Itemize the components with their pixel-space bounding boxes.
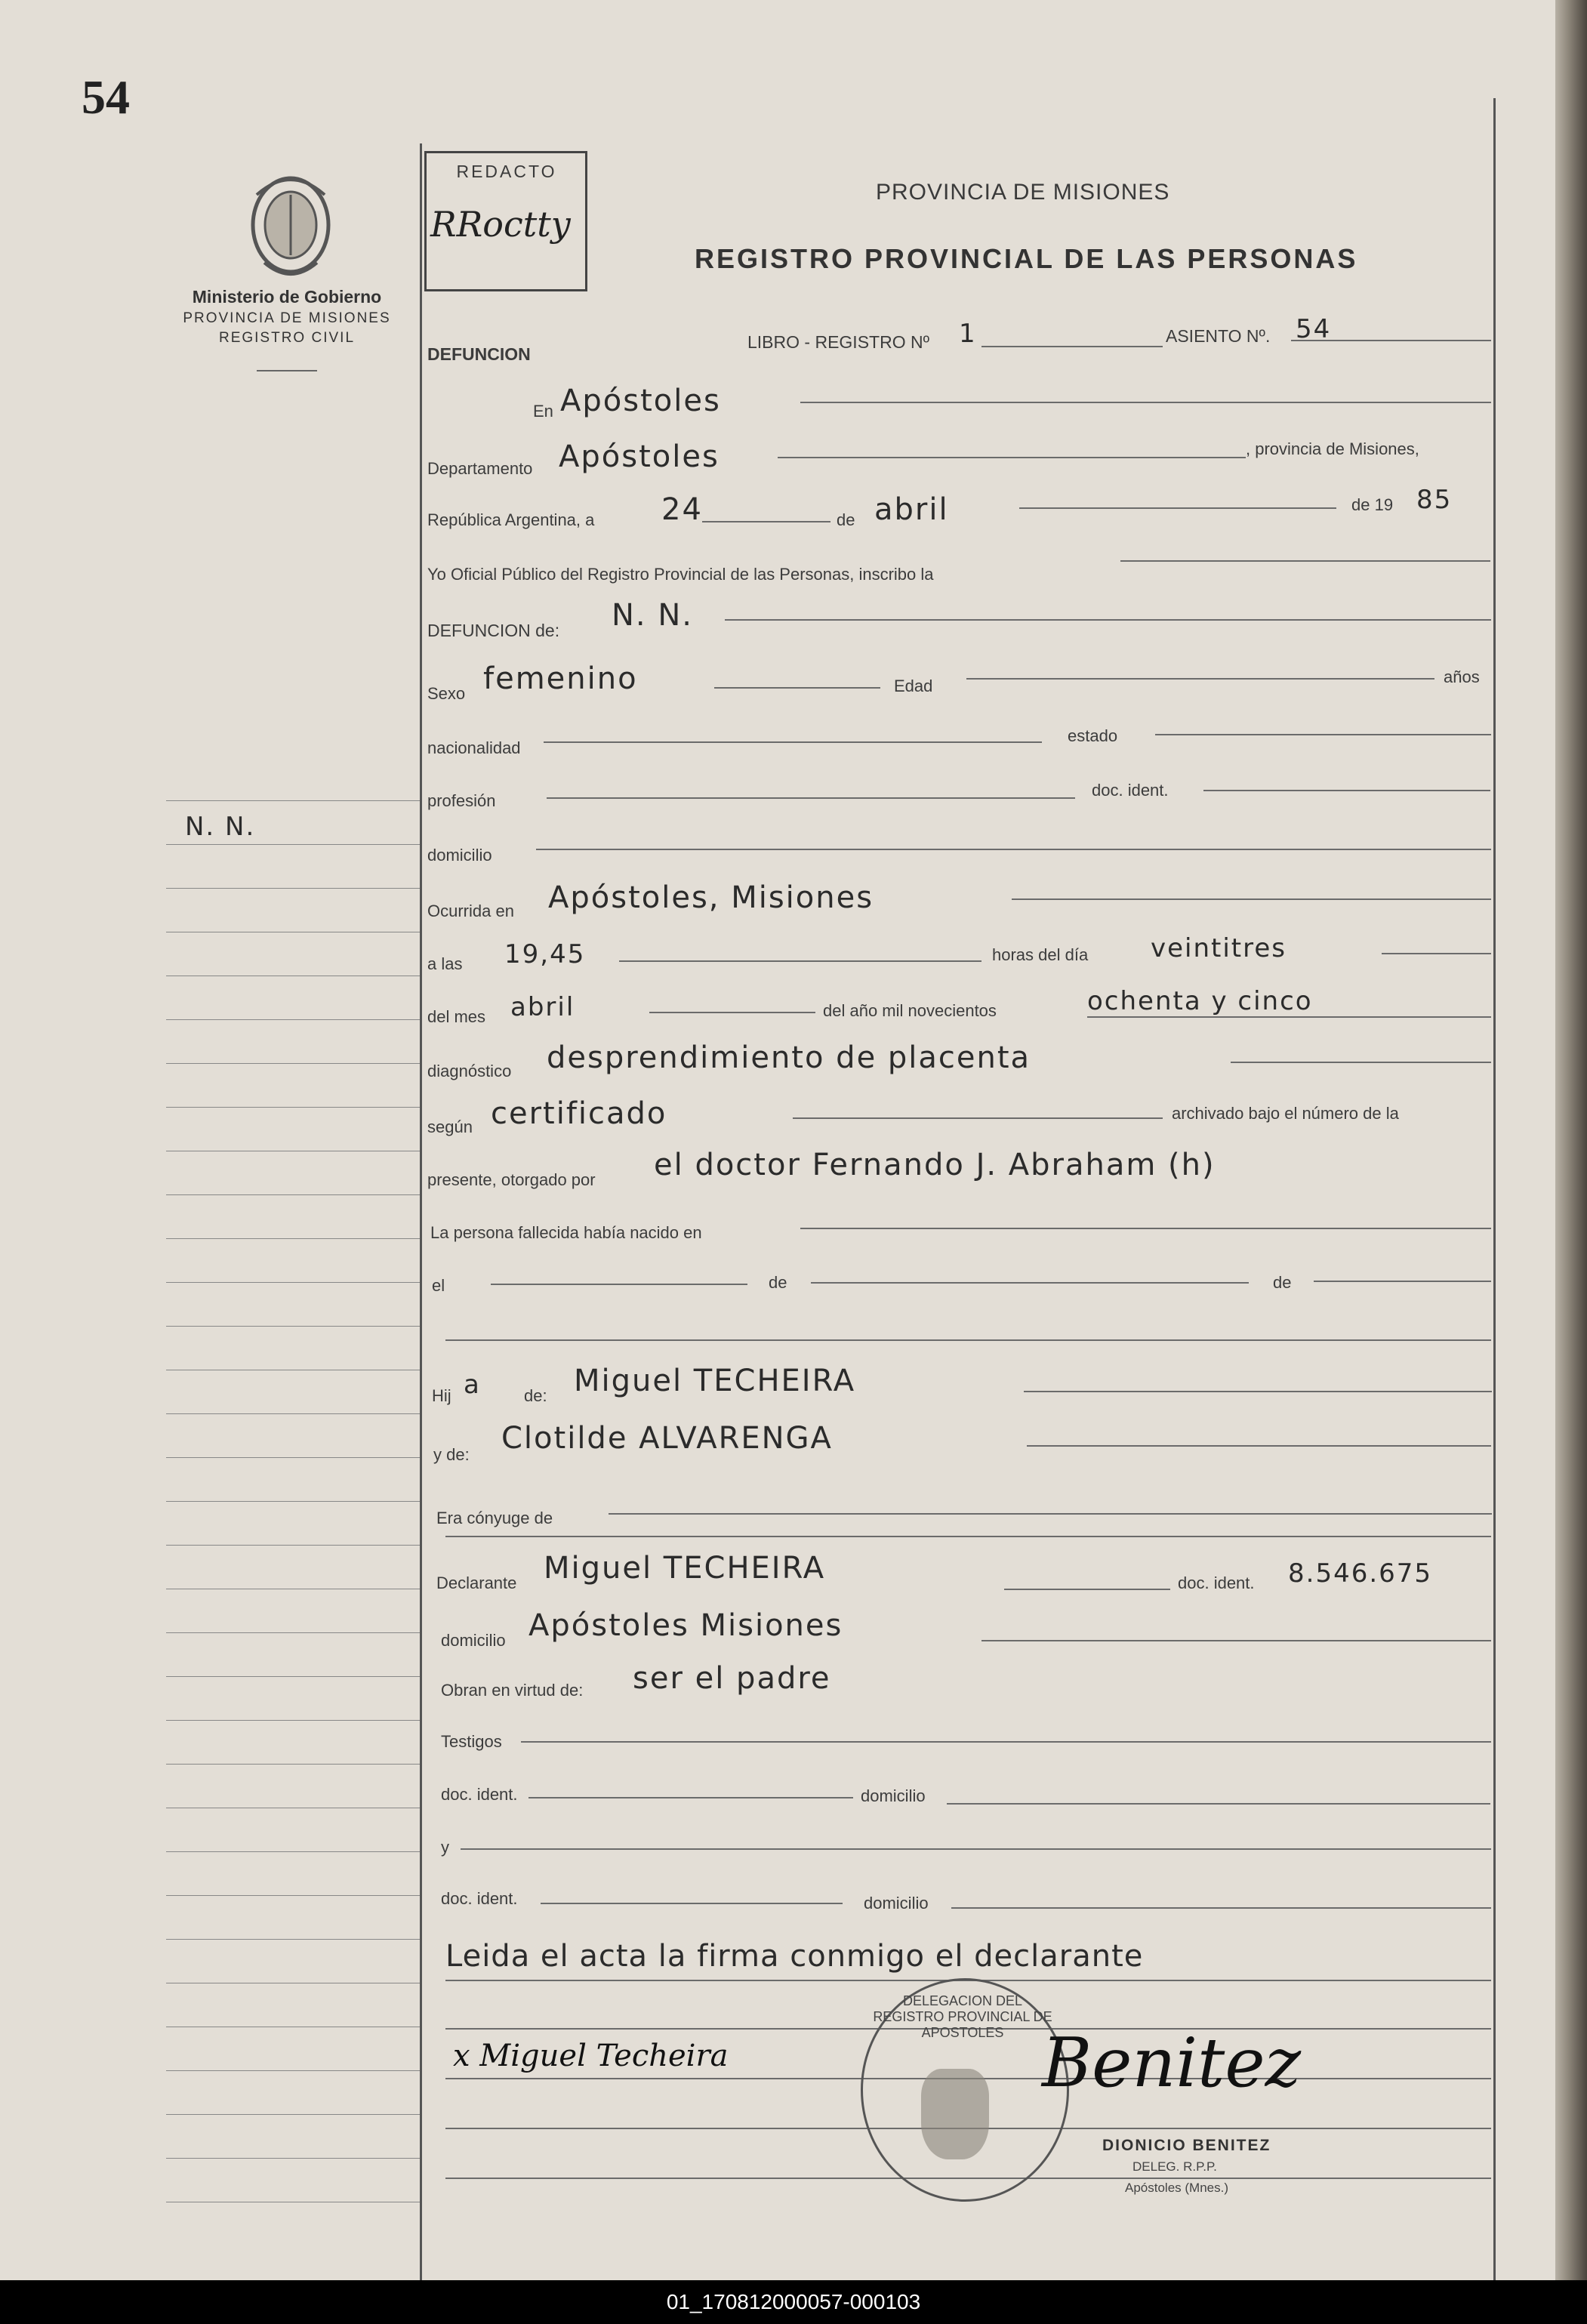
y-de-value: Clotilde ALVARENGA [501, 1421, 833, 1456]
margin-rule-line [166, 844, 420, 845]
line [981, 1640, 1491, 1641]
official-role: DELEG. R.P.P. [1132, 2159, 1217, 2174]
declarant-signature: x Miguel Techeira [453, 2039, 729, 2073]
line [966, 678, 1434, 680]
line [1203, 790, 1490, 791]
line [800, 1228, 1491, 1229]
mes-anio-label: del año mil novecientos [823, 1001, 997, 1020]
line [793, 1117, 1163, 1119]
ministry-block [166, 287, 408, 347]
header-registry: REGISTRO PROVINCIAL DE LAS PERSONAS [695, 243, 1358, 274]
line [544, 741, 1042, 743]
official-signature: Benitez [1042, 2023, 1301, 2103]
caption: 01_170812000057-000103 [0, 2280, 1587, 2324]
mes-label: del mes [427, 1007, 486, 1026]
line [1019, 507, 1336, 509]
hijo-value: Miguel TECHEIRA [574, 1364, 856, 1398]
departamento-suffix: , provincia de Misiones, [1246, 439, 1419, 458]
margin-divider [420, 143, 422, 2303]
fecha-de: de [837, 510, 855, 529]
line [800, 402, 1491, 403]
hora-value: 19,45 [504, 939, 586, 969]
doc1-dom-label: domicilio [861, 1786, 926, 1805]
margin-rule-line [166, 1501, 420, 1502]
mes-value: abril [510, 992, 575, 1022]
margin-rule-line [166, 1107, 420, 1108]
estado-label: estado [1068, 726, 1118, 745]
margin-rule-line [166, 1895, 420, 1896]
nacido-label: La persona fallecida había nacido en [430, 1223, 702, 1242]
closing-text: Leida el acta la firma conmigo el declarante [445, 1939, 1144, 1974]
declarante-label: Declarante [436, 1573, 517, 1592]
y-label: y [441, 1838, 449, 1857]
profesion-label: profesión [427, 791, 496, 810]
doc2-dom-label: domicilio [864, 1894, 929, 1913]
hijo-label-a: Hij [432, 1386, 451, 1405]
hijo-label-c: de: [524, 1386, 547, 1405]
header-province: PROVINCIA DE MISIONES [876, 180, 1170, 205]
doc2-label: doc. ident. [441, 1889, 518, 1908]
dia-value: veintitres [1151, 933, 1287, 963]
line [947, 1803, 1490, 1805]
line [1027, 1445, 1491, 1447]
el-de1: de [769, 1273, 787, 1292]
line [541, 1903, 843, 1904]
domicilio-decl-value: Apóstoles Misiones [528, 1608, 843, 1643]
declarante-doc-label: doc. ident. [1178, 1573, 1255, 1592]
nacionalidad-label: nacionalidad [427, 738, 521, 757]
margin-rule-line [166, 800, 420, 801]
official-name: DIONICIO BENITEZ [1102, 2137, 1271, 2154]
archivado-label: archivado bajo el número de la [1172, 1104, 1399, 1123]
line [1024, 1391, 1492, 1392]
segun-value: certificado [491, 1096, 667, 1131]
en-value: Apóstoles [560, 384, 721, 418]
el-de2: de [1273, 1273, 1292, 1292]
ocurrida-label: Ocurrida en [427, 902, 514, 920]
margin-rule-line [166, 2114, 420, 2115]
hijo-label-b: a [464, 1370, 481, 1400]
redacto-signature: RRoctty [430, 204, 571, 245]
profesion-doc-label: doc. ident. [1092, 781, 1169, 800]
line [714, 687, 880, 689]
libro-label: LIBRO - REGISTRO Nº [747, 332, 929, 352]
ministry-registry: REGISTRO CIVIL [218, 330, 356, 346]
line [445, 1536, 1491, 1537]
margin-rule-line [166, 1545, 420, 1546]
el-label: el [432, 1276, 445, 1295]
fecha-label: República Argentina, a [427, 510, 595, 529]
domicilio-decl-label: domicilio [441, 1631, 506, 1650]
line [536, 849, 1491, 850]
document-type: DEFUNCION [427, 344, 531, 364]
margin-note: N. N. [185, 812, 256, 842]
en-label: En [533, 402, 553, 421]
line [702, 521, 830, 522]
official-place: Apóstoles (Mnes.) [1125, 2181, 1228, 2195]
presente-value: el doctor Fernando J. Abraham (h) [654, 1148, 1216, 1182]
sexo-value: femenino [483, 661, 638, 696]
line [521, 1741, 1491, 1743]
margin-rule-line [166, 1939, 420, 1940]
dia-label: horas del día [992, 945, 1089, 964]
edad-label: Edad [894, 677, 933, 695]
line [981, 346, 1163, 347]
line [1155, 734, 1491, 735]
margin-rule-line [166, 1326, 420, 1327]
margin-rule-line [166, 1764, 420, 1765]
divider [257, 370, 317, 371]
line [619, 960, 981, 962]
line [1291, 340, 1491, 341]
hora-label: a las [427, 954, 463, 973]
margin-rule-line [166, 1676, 420, 1677]
diagnostico-value: desprendimiento de placenta [547, 1040, 1031, 1075]
defuncion-label: DEFUNCION de: [427, 621, 560, 640]
book-edge [1555, 0, 1587, 2280]
obran-label: Obran en virtud de: [441, 1681, 584, 1700]
line [1314, 1281, 1491, 1282]
y-de-label: y de: [433, 1445, 470, 1464]
margin-rule-line [166, 1413, 420, 1414]
declarante-value: Miguel TECHEIRA [544, 1551, 826, 1586]
margin-rule-line [166, 1238, 420, 1239]
line [547, 797, 1075, 799]
margin-rule-line [166, 1632, 420, 1633]
defuncion-value: N. N. [612, 598, 693, 633]
margin-rule-line [166, 1282, 420, 1283]
right-border [1493, 98, 1496, 2310]
fecha-year-label: de 19 [1351, 495, 1394, 514]
presente-label: presente, otorgado por [427, 1170, 596, 1189]
fecha-month: abril [874, 492, 949, 527]
margin-rule-line [166, 1851, 420, 1852]
asiento-value: 54 [1296, 314, 1332, 344]
departamento-label: Departamento [427, 459, 533, 478]
line [1004, 1589, 1170, 1590]
sexo-label: Sexo [427, 684, 466, 703]
margin-rule-line [166, 1457, 420, 1458]
declarante-doc-value: 8.546.675 [1288, 1558, 1433, 1589]
libro-value: 1 [959, 319, 977, 349]
line [649, 1012, 815, 1013]
conyuge-label: Era cónyuge de [436, 1509, 553, 1527]
page-number: 54 [82, 70, 130, 124]
departamento-value: Apóstoles [559, 439, 720, 474]
stamp-emblem-icon [921, 2069, 989, 2159]
fecha-day: 24 [661, 492, 703, 527]
segun-label: según [427, 1117, 473, 1136]
line [778, 457, 1246, 458]
doc1-label: doc. ident. [441, 1785, 518, 1804]
margin-rule-line [166, 1019, 420, 1020]
line [1231, 1062, 1491, 1063]
line [1382, 953, 1491, 954]
ministry-province: PROVINCIA DE MISIONES [183, 310, 391, 326]
margin-rule-line [166, 888, 420, 889]
line [1120, 560, 1490, 562]
oficial-label: Yo Oficial Público del Registro Provincial de las Personas, inscribo la [427, 565, 934, 584]
mes-anio-value: ochenta y cinco [1087, 986, 1313, 1016]
margin-rule-line [166, 1720, 420, 1721]
line [1087, 1016, 1491, 1018]
obran-value: ser el padre [633, 1661, 831, 1696]
line [445, 1339, 1491, 1341]
margin-rule-line [166, 2158, 420, 2159]
line [528, 1797, 853, 1798]
line [951, 1907, 1491, 1909]
margin-rule-line [166, 2070, 420, 2071]
margin-rule-line [166, 1063, 420, 1064]
anios-label: años [1444, 667, 1480, 686]
line [609, 1513, 1492, 1515]
redacto-label: REDACTO [456, 162, 557, 181]
stamp-text: DELEGACION DEL REGISTRO PROVINCIAL DE APOSTOLES [873, 1993, 1052, 2040]
line [811, 1282, 1249, 1284]
line [491, 1284, 747, 1285]
ministry-title: Ministerio de Gobierno [192, 287, 382, 307]
asiento-label: ASIENTO Nº. [1166, 326, 1271, 346]
line [1012, 898, 1491, 900]
line [461, 1848, 1491, 1850]
diagnostico-label: diagnóstico [427, 1062, 512, 1080]
fecha-year: 85 [1416, 485, 1453, 515]
coat-of-arms-icon [242, 165, 340, 285]
testigos-label: Testigos [441, 1732, 502, 1751]
domicilio-label: domicilio [427, 846, 492, 865]
line [725, 619, 1491, 621]
margin-rule-line [166, 1194, 420, 1195]
ocurrida-value: Apóstoles, Misiones [548, 880, 874, 915]
